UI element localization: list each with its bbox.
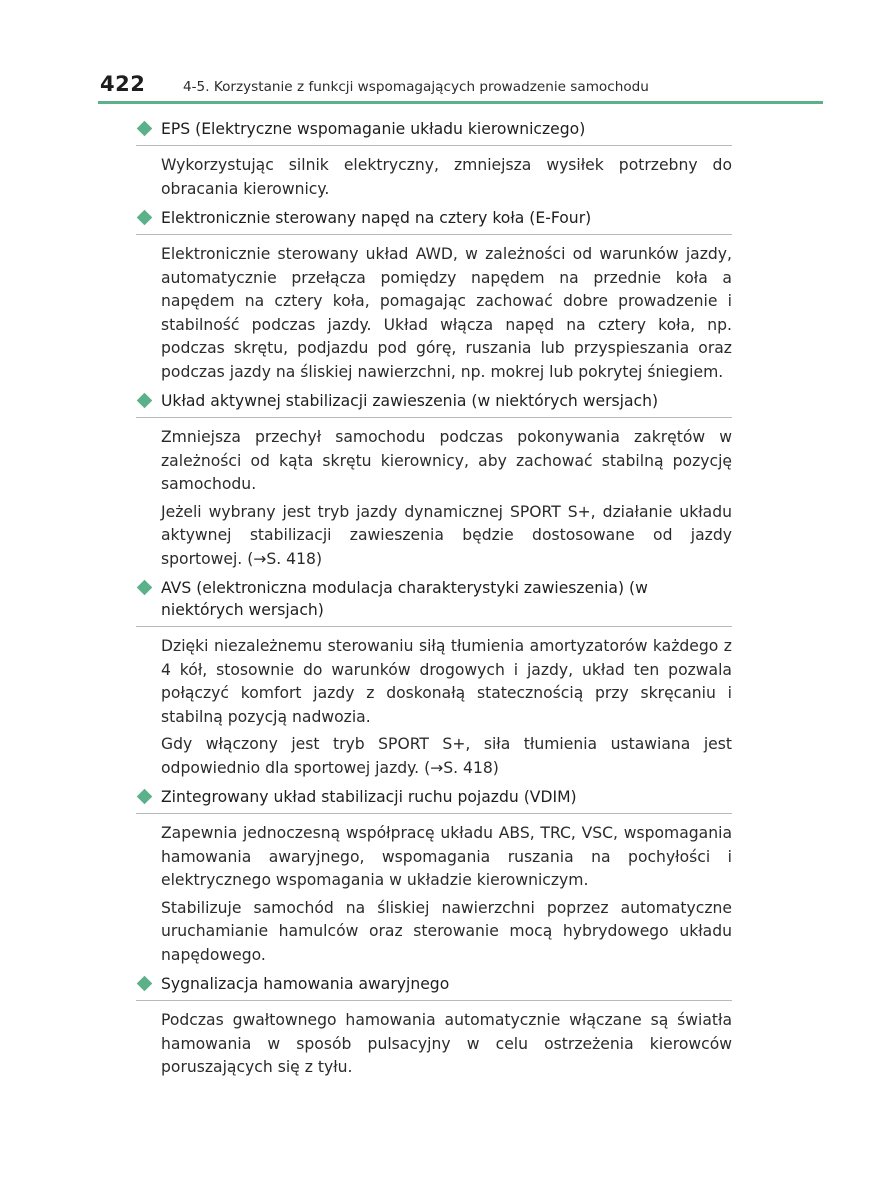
section-heading-text: EPS (Elektryczne wspomaganie układu kierowniczego) [161,120,586,138]
section-active-stabilizer [136,390,732,571]
section-heading [136,118,732,146]
section-body [136,243,732,384]
section-heading-text: Sygnalizacja hamowania awaryjnego [161,975,450,993]
paragraph: Elektronicznie sterowany układ AWD, w zależności od warunków jazdy, automatycznie przełącza pomiędzy napędem na przednie koła a napędem na cztery koła, pomagając zachować dobre prowadzenie i stabilność podczas jazdy. Układ włącza napęd na cztery koła, np. podczas skrętu, podjazdu pod górę, ruszania lub przyspieszania oraz podczas jazdy na śliskiej nawierzchni, np. mokrej lub pokrytej śniegiem. [161,245,732,381]
section-e-four [136,207,732,384]
diamond-bullet-icon [137,121,153,137]
section-emergency-brake-signal [136,973,732,1080]
page-content [136,118,732,1086]
section-heading [136,973,732,1001]
paragraph: Zapewnia jednoczesną współpracę układu ABS, TRC, VSC, wspomagania hamowania awaryjnego, wspomagania ruszania na pochyłości i elektrycznego wspomagania w układzie kierowniczym. [161,824,732,889]
paragraph: Podczas gwałtownego hamowania automatycznie włączane są światła hamowania w sposób pulsacyjny w celu ostrzeżenia kierowców poruszających się z tyłu. [161,1011,732,1076]
diamond-bullet-icon [137,580,153,596]
section-body [136,154,732,201]
section-body [136,822,732,967]
diamond-bullet-icon [137,393,153,409]
section-body [136,1009,732,1080]
section-heading-text: Zintegrowany układ stabilizacji ruchu pojazdu (VDIM) [161,788,577,806]
section-body [136,635,732,780]
chapter-title: 4-5. Korzystanie z funkcji wspomagających prowadzenie samochodu [183,79,649,95]
section-heading [136,390,732,418]
section-heading [136,786,732,814]
page-number: 422 [100,72,146,96]
section-heading-text: Układ aktywnej stabilizacji zawieszenia (w niektórych wersjach) [161,392,659,410]
section-avs [136,577,732,780]
paragraph: Jeżeli wybrany jest tryb jazdy dynamicznej SPORT S+, działanie układu aktywnej stabilizacji zawieszenia będzie dostosowane od jazdy sportowej. (→S. 418) [161,502,732,568]
section-vdim [136,786,732,967]
diamond-bullet-icon [137,789,153,805]
section-heading-text: Elektronicznie sterowany napęd na cztery koła (E-Four) [161,209,592,227]
diamond-bullet-icon [137,210,153,226]
diamond-bullet-icon [137,976,153,992]
section-heading [136,207,732,235]
header-rule [98,101,823,104]
paragraph: Dzięki niezależnemu sterowaniu siłą tłumienia amortyzatorów każdego z 4 kół, stosownie do warunków drogowych i jazdy, układ ten pozwala połączyć komfort jazdy z doskonałą statecznością przy skręcaniu i stabilną pozycją nadwozia. [161,637,732,726]
section-eps [136,118,732,201]
paragraph: Zmniejsza przechył samochodu podczas pokonywania zakrętów w zależności od kąta skrętu kierownicy, aby zachować stabilną pozycję samochodu. [161,428,732,493]
paragraph: Gdy włączony jest tryb SPORT S+, siła tłumienia ustawiana jest odpowiednio dla sportowej jazdy. (→S. 418) [161,735,732,777]
section-body [136,426,732,571]
section-heading-text: AVS (elektroniczna modulacja charakterystyki zawieszenia) (w niektórych wersjach) [161,579,648,619]
section-heading [136,577,732,627]
paragraph: Wykorzystując silnik elektryczny, zmniejsza wysiłek potrzebny do obracania kierownicy. [161,156,732,198]
page-header [100,72,822,104]
paragraph: Stabilizuje samochód na śliskiej nawierzchni poprzez automatyczne uruchamianie hamulców oraz sterowanie mocą hybrydowego układu napędowego. [161,898,732,964]
